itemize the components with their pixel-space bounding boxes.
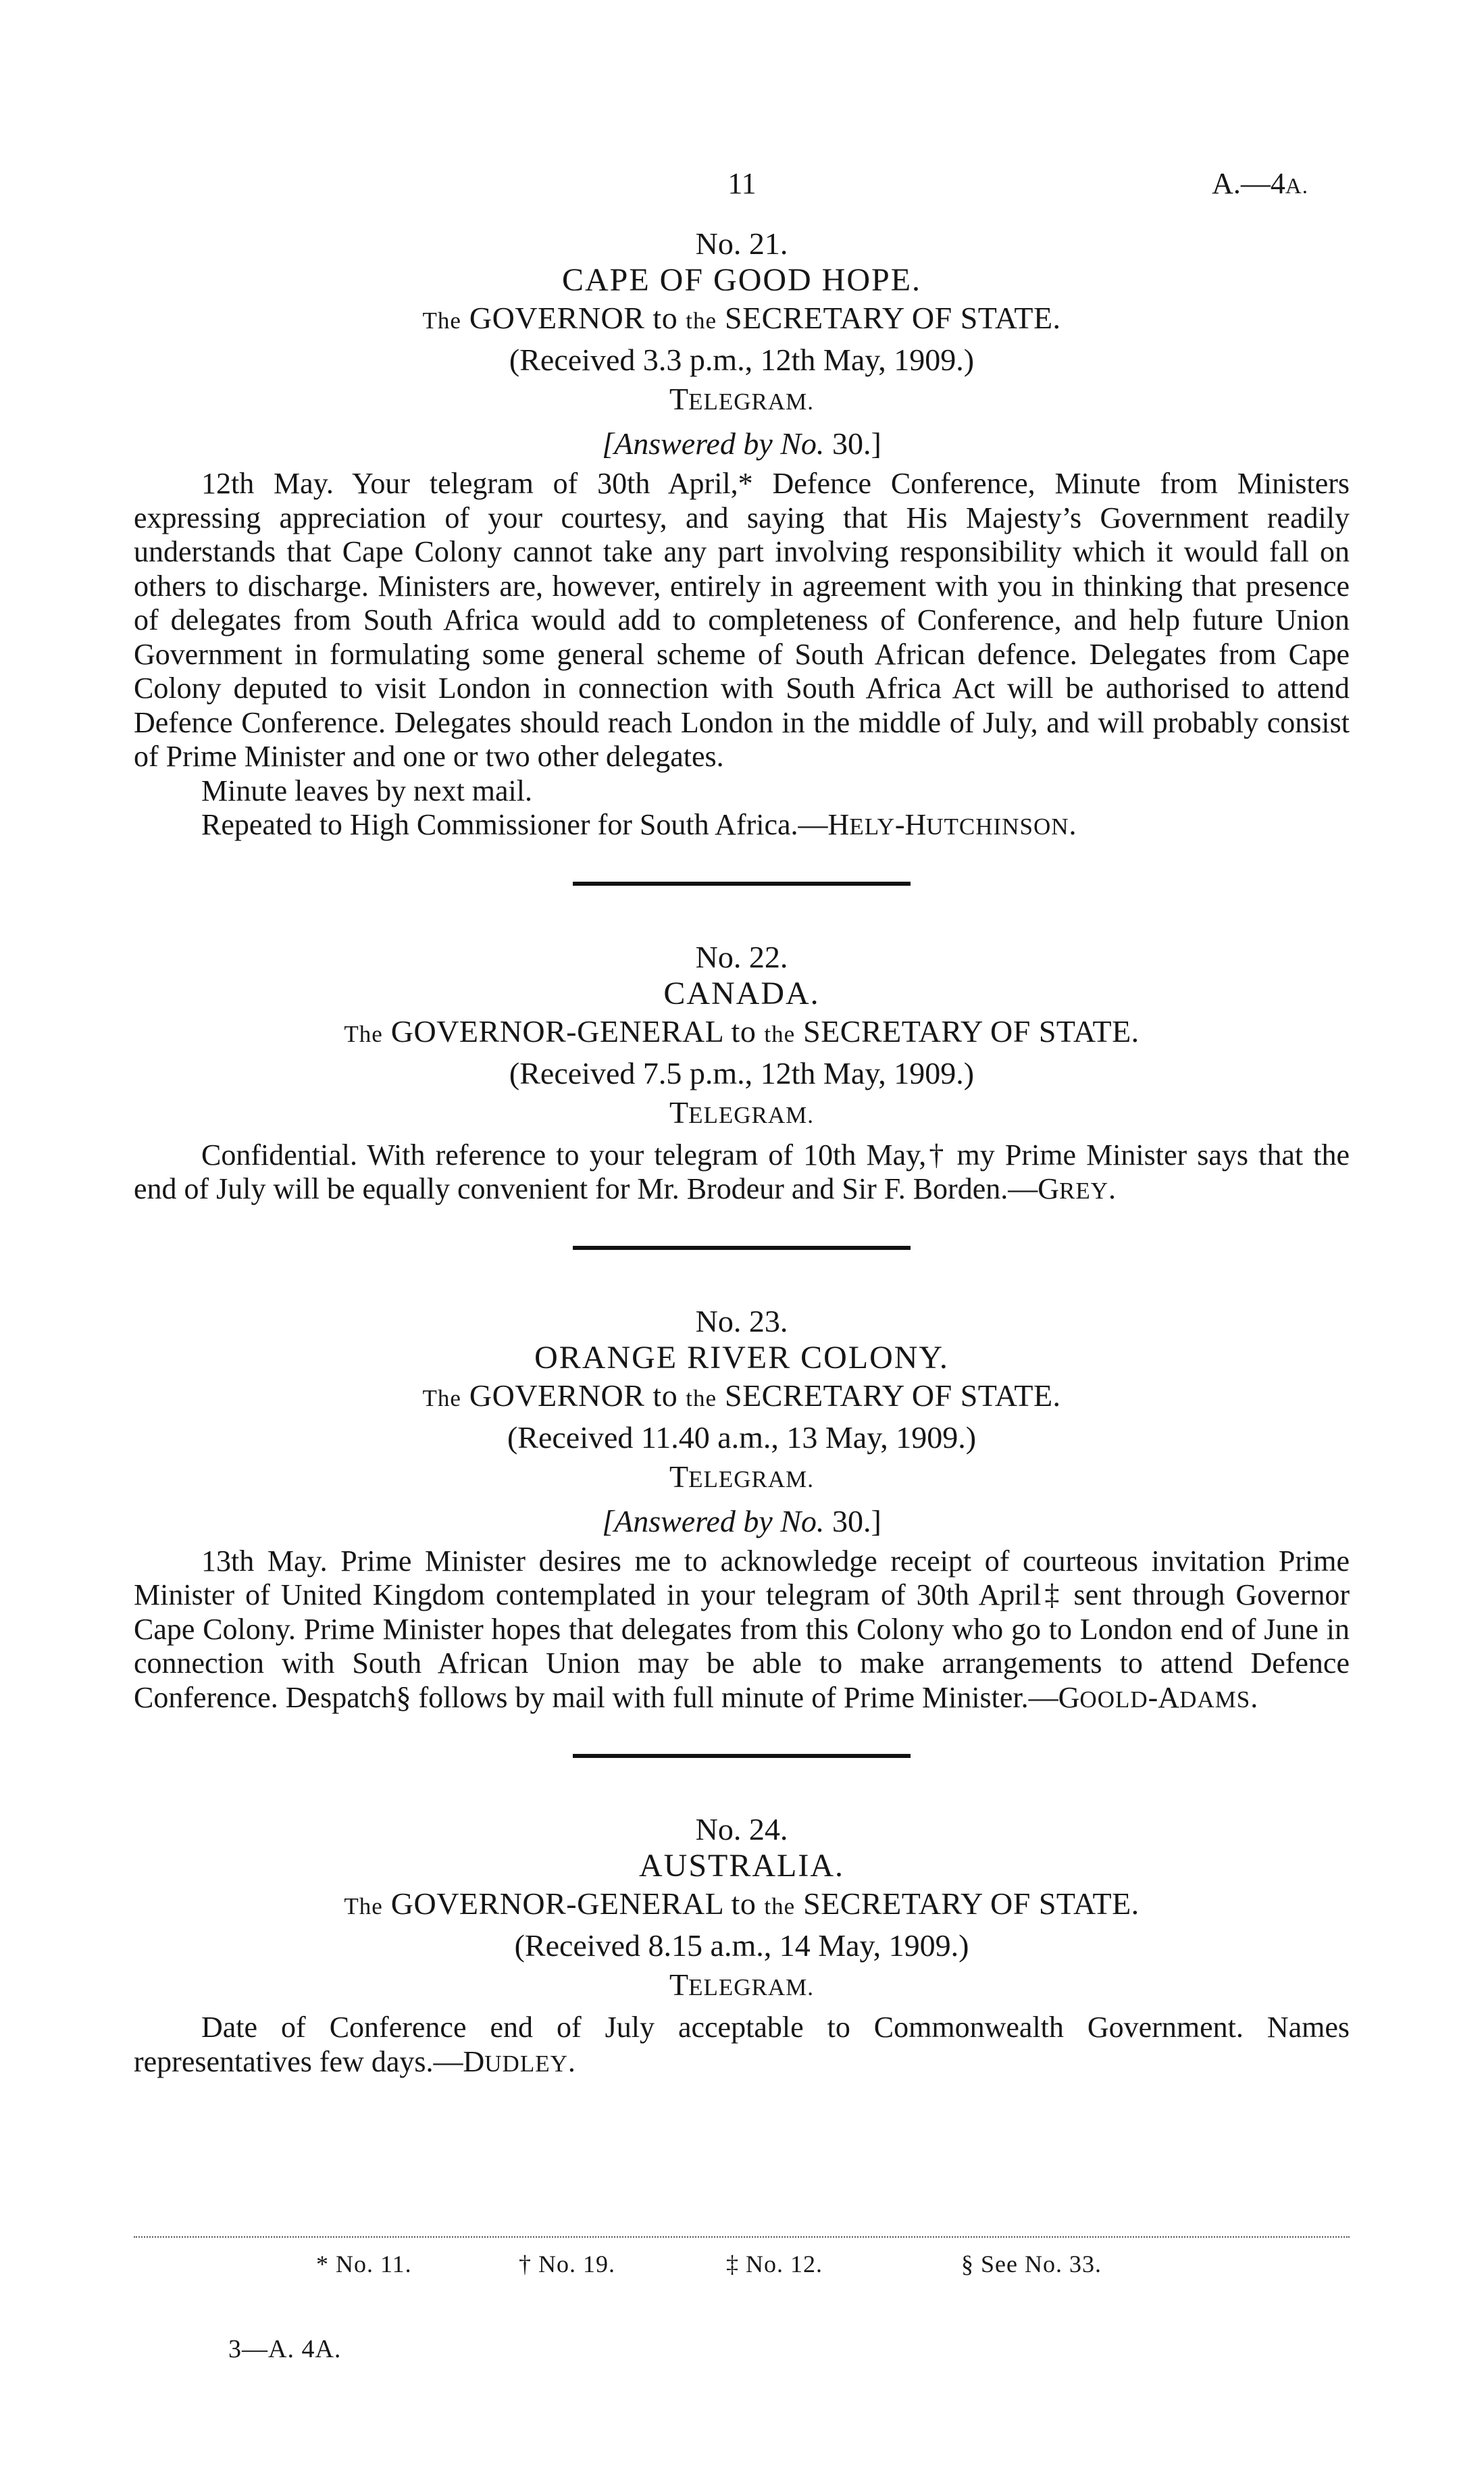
correspondence-heading: The GOVERNOR to the SECRETARY OF STATE. — [422, 1378, 1061, 1413]
answered-by-note: [Answered by No. 30.] — [602, 426, 881, 461]
telegram-label: TELEGRAM. — [669, 1094, 814, 1130]
footnote: * No. 11. — [316, 2250, 412, 2278]
colony-title: ORANGE RIVER COLONY. — [534, 1339, 949, 1376]
colony-title: CANADA. — [663, 975, 820, 1011]
telegram-label: TELEGRAM. — [669, 1459, 814, 1494]
received-line: (Received 3.3 p.m., 12th May, 1909.) — [509, 343, 975, 377]
colony-title: AUSTRALIA. — [639, 1848, 844, 1884]
correspondence-heading: The GOVERNOR-GENERAL to the SECRETARY OF STATE. — [344, 1013, 1140, 1049]
telegram-section-23 — [134, 1304, 1350, 1717]
telegram-label: TELEGRAM. — [669, 382, 814, 416]
document-reference: A.—4A. — [1212, 167, 1308, 200]
footnote-rule — [134, 2236, 1350, 2238]
signature: HELY-HUTCHINSON. — [827, 808, 1077, 841]
colony-title: CAPE OF GOOD HOPE. — [561, 262, 922, 298]
received-line: (Received 7.5 p.m., 12th May, 1909.) — [509, 1055, 975, 1090]
telegram-text: 12th May. Your telegram of 30th April,* Defence Conference, Minute from Ministers expressing appreciation of your courtesy, and saying that His Majesty’s Government readily understands that Cape Colony cannot take any part involving responsibility which it would fall on others to discharge. Ministers are, however, entirely in agreement with you in thinking that presence of delegates from South Africa would add to completeness of Conference, and help future Union Government in formulating some general scheme of South African defence. Delegates from Cape Colony deputed to visit London in connection with South Africa Act will be authorised to attend Defence Conference. Delegates should reach London in the middle of July, and will probably consist of Prime Minister and one or two other delegates. — [134, 467, 1350, 773]
page-number: 11 — [727, 167, 757, 200]
telegram-text: Date of Conference end of July acceptable to Commonwealth Government. Names representatives few days.—DUDLEY. — [134, 2011, 1350, 2078]
telegram-section-24 — [134, 1812, 1350, 2081]
footnote: ‡ No. 12. — [726, 2250, 823, 2278]
footnotes — [0, 2250, 1484, 2290]
telegram-text: Confidential. With reference to your telegram of 10th May,† my Prime Minister says that the end of July will be equally convenient for Mr. Brodeur and Sir F. Borden.—GREY. — [134, 1138, 1350, 1205]
footnote: § See No. 33. — [961, 2250, 1102, 2278]
signature: DUDLEY. — [463, 2044, 575, 2078]
correspondence-heading: The GOVERNOR-GENERAL to the SECRETARY OF STATE. — [344, 1886, 1140, 1921]
section-divider — [573, 1754, 911, 1758]
document-body — [134, 226, 1350, 2081]
telegram-text-line: Repeated to High Commissioner for South Africa.—HELY-HUTCHINSON. — [201, 808, 1077, 841]
answered-by-note: [Answered by No. 30.] — [602, 1503, 881, 1538]
received-line: (Received 11.40 a.m., 13 May, 1909.) — [507, 1419, 977, 1455]
telegram-section-21 — [134, 226, 1350, 845]
section-divider — [573, 882, 911, 886]
received-line: (Received 8.15 a.m., 14 May, 1909.) — [514, 1928, 969, 1963]
printer-signature: 3—A. 4A. — [228, 2335, 342, 2363]
section-number: No. 21. — [695, 226, 788, 261]
telegram-section-22 — [134, 940, 1350, 1209]
telegram-text: 13th May. Prime Minister desires me to acknowledge receipt of courteous invitation Prime Minister of United Kingdom contemplated in your telegram of 30th April‡ sent through Governor Cape Colony. Prime Minister hopes that delegates from this Colony who go to London end of June in connection with South African Union may be able to make arrangements to attend Defence Conference. Despatch§ follows by mail with full minute of Prime Minister.—GOOLD-ADAMS. — [134, 1544, 1350, 1714]
section-number: No. 24. — [695, 1812, 788, 1846]
signature: GREY. — [1038, 1172, 1117, 1205]
telegram-label: TELEGRAM. — [669, 1967, 814, 2002]
section-number: No. 22. — [695, 939, 788, 974]
correspondence-heading: The GOVERNOR to the SECRETARY OF STATE. — [422, 301, 1061, 335]
footnote: † No. 19. — [519, 2250, 615, 2278]
section-number: No. 23. — [695, 1303, 788, 1338]
section-divider — [573, 1246, 911, 1250]
signature: GOOLD-ADAMS. — [1058, 1680, 1258, 1714]
telegram-text-line: Minute leaves by next mail. — [201, 774, 532, 807]
